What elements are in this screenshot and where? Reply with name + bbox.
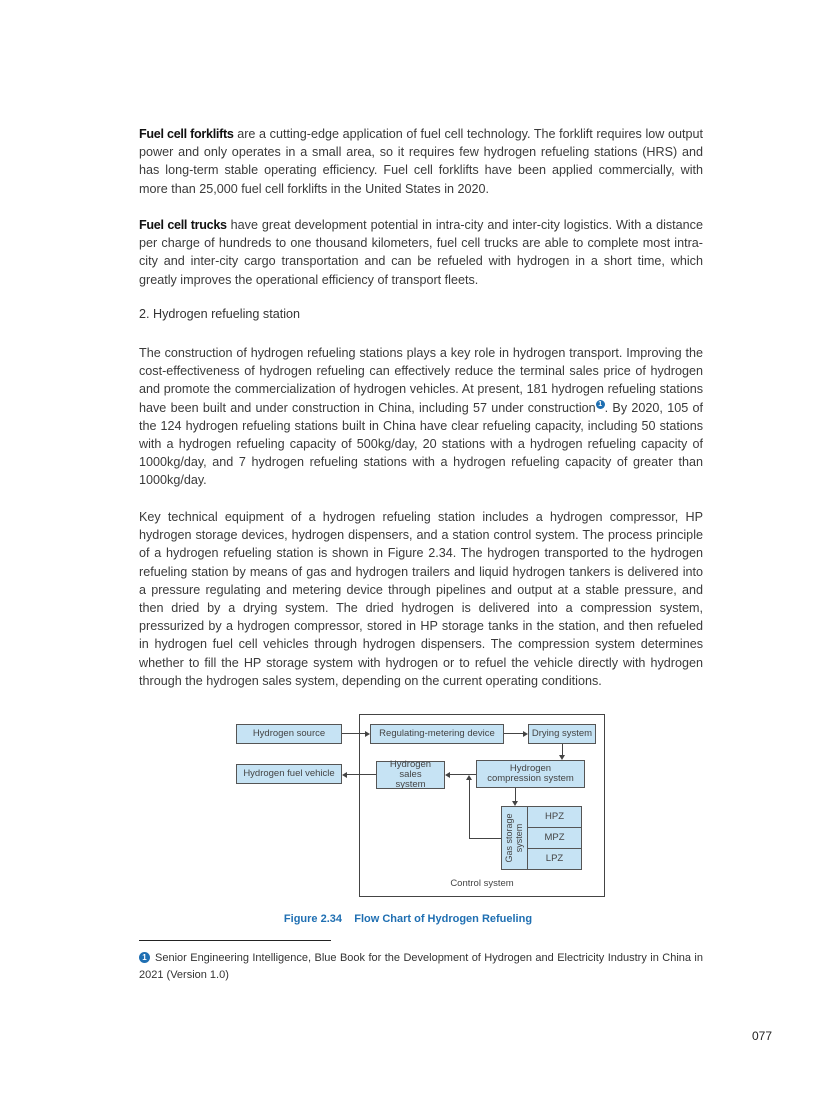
text-forklifts: are a cutting-edge application of fuel cell technology. The forklift requires low output power and only operates in a small area, so it requires few hydrogen refueling stations (HRS) and has long-term stable operating efficiency. Fuel cell forklifts have been applied commercially, with more than 25,000 fuel cell forklifts in the United States in 2020. bbox=[139, 127, 704, 196]
text-construction-b: . By 2020, 105 of the 124 hydrogen refueling stations built in China have clear refueling capacity, including 50 stations with a hydrogen refueling capacity of 500kg/day, 20 stations with a hydrogen refueling capacity of 1000kg/day, and 7 hydrogen refueling stations with a hydrogen refueling capacity of greater than 1000kg/day. bbox=[139, 400, 703, 488]
connector-storage-return-v bbox=[469, 779, 470, 839]
footnote-ref-icon[interactable]: 1 bbox=[596, 400, 605, 409]
lead-forklifts: Fuel cell forklifts bbox=[139, 127, 234, 141]
arrow-left-icon bbox=[342, 772, 347, 778]
footnote bbox=[139, 950, 703, 984]
control-system-label: Control system bbox=[450, 878, 514, 889]
paragraph-forklifts bbox=[139, 125, 703, 198]
node-fuel-vehicle: Hydrogen fuel vehicle bbox=[236, 764, 342, 784]
node-lpz: LPZ bbox=[527, 848, 582, 870]
connector-compression-sales bbox=[450, 774, 476, 775]
figure-caption: Figure 2.34 Flow Chart of Hydrogen Refueling bbox=[283, 913, 533, 925]
node-hpz: HPZ bbox=[527, 806, 582, 828]
gas-storage-label-wrap bbox=[501, 806, 527, 870]
arrow-right-icon bbox=[365, 731, 370, 737]
text-construction-a: The construction of hydrogen refueling stations plays a key role in hydrogen transport. Improving the cost-effectiveness of hydrogen refueling can effectively reduce the terminal sales price of hydrogen and promote the commercialization of hydrogen vehicles. At present, 181 hydrogen refueling stations have been built and under construction in China, including 57 under construction bbox=[139, 346, 703, 415]
footnote-number-icon: 1 bbox=[139, 952, 150, 963]
section-heading: 2. Hydrogen refueling station bbox=[139, 307, 301, 321]
arrow-down-icon bbox=[512, 801, 518, 806]
node-sales-system: Hydrogen sales system bbox=[376, 761, 445, 789]
connector-storage-return-h bbox=[469, 838, 501, 839]
paragraph-construction bbox=[139, 344, 703, 490]
lead-trucks: Fuel cell trucks bbox=[139, 218, 227, 232]
connector-source-regulating bbox=[342, 733, 365, 734]
arrow-left-icon bbox=[445, 772, 450, 778]
footnote-divider bbox=[139, 940, 331, 941]
arrow-right-icon bbox=[523, 731, 528, 737]
connector-sales-vehicle bbox=[347, 774, 376, 775]
connector-regulating-drying bbox=[504, 733, 523, 734]
text-trucks: have great development potential in intra-city and inter-city logistics. With a distance per charge of hundreds to one thousand kilometers, fuel cell trucks are able to complete most intra-city and inter-city cargo transportation and can be refueled with hydrogen in a short time, which greatly improves the operational efficiency of transport fleets. bbox=[139, 218, 703, 287]
connector-drying-compression bbox=[562, 744, 563, 755]
node-mpz: MPZ bbox=[527, 827, 582, 849]
arrow-down-icon bbox=[559, 755, 565, 760]
node-compression-system: Hydrogen compression system bbox=[476, 760, 585, 788]
paragraph-trucks bbox=[139, 216, 703, 289]
paragraph-equipment: Key technical equipment of a hydrogen refueling station includes a hydrogen compressor, HP hydrogen storage devices, hydrogen dispensers, and a station control system. The process principle of a hydrogen refueling station is shown in Figure 2.34. The hydrogen transported to the hydrogen refueling station by means of gas and hydrogen trailers and liquid hydrogen tankers is delivered into a pressure regulating and metering device through pipelines and output at a stable pressure, and then dried by a drying system. The dried hydrogen is delivered into a compression system, pressurized by a hydrogen compressor, stored in HP storage tanks in the station, and then refueled in hydrogen fuel cell vehicles through hydrogen dispensers. The compression system determines whether to fill the HP storage system with hydrogen or to refuel the vehicle directly with hydrogen through the hydrogen sales system, depending on the current operating conditions. bbox=[139, 510, 703, 688]
node-drying-system: Drying system bbox=[528, 724, 596, 744]
page-number: 077 bbox=[752, 1029, 773, 1043]
connector-compression-storage bbox=[515, 788, 516, 801]
arrow-up-icon bbox=[466, 775, 472, 780]
node-hydrogen-source: Hydrogen source bbox=[236, 724, 342, 744]
gas-storage-label: Gas storage system bbox=[504, 813, 524, 863]
footnote-text: Senior Engineering Intelligence, Blue Book for the Development of Hydrogen and Electricity Industry in China in 2021 (Version 1.0) bbox=[139, 952, 703, 981]
node-regulating-metering: Regulating-metering device bbox=[370, 724, 504, 744]
